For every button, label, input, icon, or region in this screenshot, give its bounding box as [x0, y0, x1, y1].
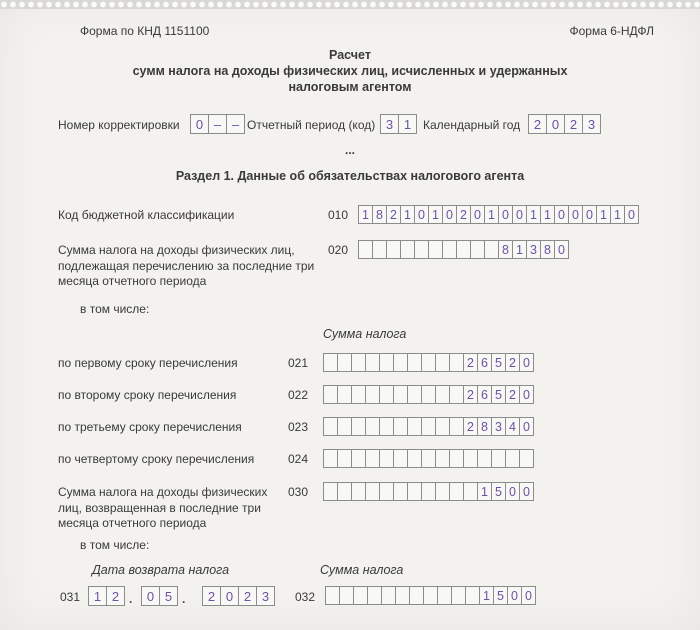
digit-cell: 0 [470, 205, 485, 224]
digit-cell [414, 240, 429, 259]
row-024-code: 024 [288, 452, 309, 466]
digit-cell: 0 [546, 114, 565, 134]
digit-cell [393, 385, 408, 404]
digit-cell [351, 449, 366, 468]
calendar-year-cells [528, 114, 601, 134]
report-period-cells [380, 114, 417, 134]
digit-cell: 1 [398, 114, 417, 134]
digit-cell: 0 [498, 205, 513, 224]
row-023-label: по третьему сроку перечисления [58, 420, 242, 434]
digit-cell: 0 [507, 586, 522, 605]
digit-cell [449, 482, 464, 501]
digit-cell [465, 586, 480, 605]
digit-cell [463, 482, 478, 501]
digit-cell [435, 385, 450, 404]
digit-cell [407, 353, 422, 372]
torn-edge-bottom [0, 0, 700, 9]
row-010-code: 010 [328, 208, 349, 222]
digit-cell: 0 [624, 205, 639, 224]
form-title [0, 47, 700, 95]
report-period-label: Отчетный период (код) [247, 118, 376, 132]
digit-cell: 0 [521, 586, 536, 605]
digit-cell [323, 353, 338, 372]
row-020-label-line-2: подлежащая перечислению за последние три [58, 258, 315, 273]
row-023-code: 023 [288, 420, 309, 434]
digit-cell: 2 [456, 205, 471, 224]
correction-number-cells [190, 114, 245, 134]
digit-cell [339, 586, 354, 605]
digit-cell: 0 [519, 417, 534, 436]
sum-column-header-1: Сумма налога [323, 327, 407, 341]
digit-cell: 4 [505, 417, 520, 436]
digit-cell: 0 [190, 114, 209, 134]
row-020-cells [358, 240, 569, 259]
form-title-line-2: сумм налога на доходы физических лиц, исчисленных и удержанных [132, 64, 568, 78]
digit-cell: 1 [540, 205, 555, 224]
row-030-cells [323, 482, 534, 501]
row-021-cells [323, 353, 534, 372]
digit-cell [491, 449, 506, 468]
digit-cell [365, 482, 380, 501]
row-022-code: 022 [288, 388, 309, 402]
digit-cell [381, 586, 396, 605]
digit-cell [351, 385, 366, 404]
digit-cell: 2 [202, 586, 221, 606]
correction-number-label: Номер корректировки [58, 118, 180, 132]
digit-cell: 5 [491, 353, 506, 372]
digit-cell: 1 [512, 240, 527, 259]
digit-cell [463, 449, 478, 468]
digit-cell: 5 [491, 385, 506, 404]
digit-cell [423, 586, 438, 605]
digit-cell [421, 482, 436, 501]
row-023-cells [323, 417, 534, 436]
including-note-2: в том числе: [80, 538, 150, 552]
row-020-label-line-3: месяца отчетного периода [58, 274, 207, 288]
row-031-day-cells [88, 586, 125, 606]
digit-cell [365, 449, 380, 468]
digit-cell: 2 [463, 417, 478, 436]
digit-cell [442, 240, 457, 259]
row-032-code: 032 [295, 590, 316, 604]
row-010-cells [358, 205, 639, 224]
digit-cell: 8 [540, 240, 555, 259]
row-032-cells [325, 586, 536, 605]
digit-cell [407, 482, 422, 501]
digit-cell [435, 353, 450, 372]
calendar-year-label: Календарный год [423, 118, 521, 132]
digit-cell: 6 [477, 385, 492, 404]
digit-cell [437, 586, 452, 605]
digit-cell [337, 385, 352, 404]
form-code-knd: Форма по КНД 1151100 [80, 24, 210, 38]
digit-cell: 1 [400, 205, 415, 224]
digit-cell: 2 [505, 385, 520, 404]
digit-cell [337, 353, 352, 372]
digit-cell [421, 353, 436, 372]
digit-cell [435, 417, 450, 436]
digit-cell [351, 417, 366, 436]
digit-cell [451, 586, 466, 605]
digit-cell: – [208, 114, 227, 134]
digit-cell [353, 586, 368, 605]
digit-cell [351, 482, 366, 501]
digit-cell: 3 [582, 114, 601, 134]
digit-cell [519, 449, 534, 468]
row-030-code: 030 [288, 485, 309, 499]
row-030-label-line-1: Сумма налога на доходы физических [58, 485, 268, 499]
digit-cell: 2 [528, 114, 547, 134]
row-020-code: 020 [328, 243, 349, 257]
digit-cell [470, 240, 485, 259]
digit-cell [407, 449, 422, 468]
digit-cell: 0 [568, 205, 583, 224]
digit-cell: 0 [442, 205, 457, 224]
digit-cell: 0 [505, 482, 520, 501]
row-024-cells [323, 449, 534, 468]
digit-cell: 1 [596, 205, 611, 224]
digit-cell [435, 482, 450, 501]
digit-cell: 3 [256, 586, 275, 606]
digit-cell [323, 417, 338, 436]
digit-cell: 1 [358, 205, 373, 224]
digit-cell [379, 353, 394, 372]
digit-cell: 0 [512, 205, 527, 224]
digit-cell [337, 449, 352, 468]
digit-cell: 2 [106, 586, 125, 606]
digit-cell: 2 [238, 586, 257, 606]
omitted-content-ellipsis: ... [344, 143, 355, 157]
digit-cell [386, 240, 401, 259]
digit-cell: 0 [519, 353, 534, 372]
digit-cell [428, 240, 443, 259]
digit-cell [367, 586, 382, 605]
digit-cell [477, 449, 492, 468]
digit-cell [421, 385, 436, 404]
digit-cell: 0 [141, 586, 160, 606]
digit-cell [449, 385, 464, 404]
digit-cell [379, 385, 394, 404]
digit-cell [435, 449, 450, 468]
row-010-label: Код бюджетной классификации [58, 208, 235, 222]
form-title-line-3: налоговым агентом [288, 80, 412, 94]
sum-column-header-2: Сумма налога [320, 563, 404, 577]
row-030-label-line-2: лиц, возвращенная в последние три [58, 500, 261, 515]
digit-cell: 1 [610, 205, 625, 224]
digit-cell: 1 [526, 205, 541, 224]
digit-cell [407, 385, 422, 404]
row-022-label: по второму сроку перечисления [58, 388, 237, 402]
row-020-label-line-1: Сумма налога на доходы физических лиц, [58, 243, 295, 257]
digit-cell [449, 417, 464, 436]
digit-cell [372, 240, 387, 259]
digit-cell [358, 240, 373, 259]
date-separator-1: . [129, 592, 133, 606]
row-020-label [58, 243, 334, 290]
digit-cell [409, 586, 424, 605]
row-022-cells [323, 385, 534, 404]
digit-cell: 2 [463, 385, 478, 404]
digit-cell [393, 482, 408, 501]
digit-cell [323, 482, 338, 501]
digit-cell [365, 353, 380, 372]
digit-cell [379, 482, 394, 501]
form-code-6ndfl: Форма 6-НДФЛ [569, 24, 654, 38]
digit-cell [365, 417, 380, 436]
digit-cell: 3 [526, 240, 541, 259]
digit-cell [400, 240, 415, 259]
digit-cell [351, 353, 366, 372]
digit-cell: 2 [505, 353, 520, 372]
digit-cell: 3 [491, 417, 506, 436]
digit-cell: – [226, 114, 245, 134]
digit-cell [484, 240, 499, 259]
digit-cell: 0 [554, 205, 569, 224]
digit-cell [449, 353, 464, 372]
digit-cell: 1 [88, 586, 107, 606]
digit-cell [393, 353, 408, 372]
digit-cell: 3 [380, 114, 399, 134]
digit-cell [337, 417, 352, 436]
digit-cell: 8 [477, 417, 492, 436]
digit-cell: 6 [477, 353, 492, 372]
digit-cell [505, 449, 520, 468]
digit-cell [325, 586, 340, 605]
date-separator-2: . [182, 592, 186, 606]
digit-cell: 0 [554, 240, 569, 259]
row-030-label-line-3: месяца отчетного периода [58, 516, 207, 530]
digit-cell: 5 [159, 586, 178, 606]
digit-cell [393, 417, 408, 436]
digit-cell: 1 [428, 205, 443, 224]
row-031-year-cells [202, 586, 275, 606]
digit-cell: 2 [463, 353, 478, 372]
row-021-code: 021 [288, 356, 309, 370]
row-021-label: по первому сроку перечисления [58, 356, 238, 370]
digit-cell [379, 449, 394, 468]
digit-cell: 8 [498, 240, 513, 259]
digit-cell [421, 417, 436, 436]
digit-cell: 0 [414, 205, 429, 224]
digit-cell [337, 482, 352, 501]
section1-title: Раздел 1. Данные об обязательствах налогового агента [175, 169, 525, 183]
digit-cell [456, 240, 471, 259]
digit-cell [323, 449, 338, 468]
digit-cell [449, 449, 464, 468]
digit-cell [379, 417, 394, 436]
digit-cell: 8 [372, 205, 387, 224]
digit-cell [395, 586, 410, 605]
digit-cell [323, 385, 338, 404]
digit-cell: 2 [386, 205, 401, 224]
digit-cell: 0 [519, 482, 534, 501]
row-024-label: по четвертому сроку перечисления [58, 452, 255, 466]
digit-cell: 1 [479, 586, 494, 605]
digit-cell [393, 449, 408, 468]
form-title-line-1: Расчет [329, 48, 371, 62]
digit-cell: 2 [564, 114, 583, 134]
row-031-code: 031 [60, 590, 81, 604]
digit-cell: 5 [493, 586, 508, 605]
digit-cell: 1 [484, 205, 499, 224]
digit-cell: 0 [519, 385, 534, 404]
digit-cell [421, 449, 436, 468]
return-date-column-header: Дата возврата налога [92, 563, 230, 577]
row-030-label [58, 485, 298, 532]
digit-cell: 1 [477, 482, 492, 501]
digit-cell: 5 [491, 482, 506, 501]
digit-cell [365, 385, 380, 404]
digit-cell: 0 [220, 586, 239, 606]
digit-cell [407, 417, 422, 436]
digit-cell: 0 [582, 205, 597, 224]
including-note-1: в том числе: [80, 302, 150, 316]
row-031-month-cells [141, 586, 178, 606]
